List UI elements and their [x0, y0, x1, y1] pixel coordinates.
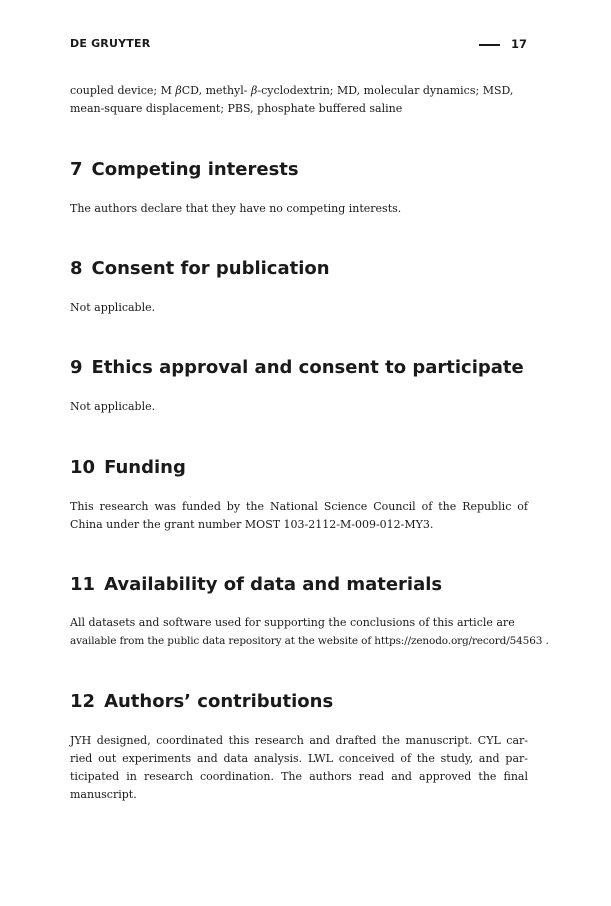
page-number: 17 [510, 37, 527, 51]
beta-symbol: β [251, 84, 258, 97]
section-number: 10 [70, 457, 96, 478]
section-body-consent-for-publication [70, 299, 528, 317]
paragraph-line: This research was funded by the National Science Council of the Republic of [70, 500, 528, 513]
running-head [70, 37, 528, 53]
abbreviations-line-1 [70, 82, 528, 100]
paragraph-line: The authors declare that they have no competing interests. [70, 202, 402, 215]
section-title: Authors’ contributions [104, 691, 334, 712]
section-body-competing-interests [70, 200, 528, 218]
abbreviations-continuation [70, 82, 528, 118]
publisher-name: DE GRUYTER [70, 37, 151, 50]
section-heading-funding [70, 457, 186, 479]
paragraph-line: Not applicable. [70, 400, 156, 413]
abbrev-text: -cyclodextrin; MD, molecular dynamics; MSD, [257, 84, 514, 97]
section-heading-competing-interests [70, 159, 299, 181]
section-title: Competing interests [91, 159, 299, 180]
paragraph-line: China under the grant number MOST 103-2112-M-009-012-MY3. [70, 518, 434, 531]
paragraph-line: All datasets and software used for supporting the conclusions of this article are [70, 616, 515, 629]
paragraph-line: manuscript. [70, 788, 137, 801]
section-number: 12 [70, 691, 96, 712]
section-heading-availability-of-data [70, 574, 442, 596]
section-number: 11 [70, 574, 96, 595]
paragraph-line: ried out experiments and data analysis. LWL conceived of the study, and par- [70, 752, 528, 765]
section-body-authors-contributions [70, 732, 528, 804]
running-head-rule [479, 44, 500, 46]
paragraph-line: JYH designed, coordinated this research and drafted the manuscript. CYL car- [70, 734, 528, 747]
abbrev-text: coupled device; M [70, 84, 172, 97]
abbrev-text: CD, methyl- [181, 84, 248, 97]
section-number: 9 [70, 357, 83, 378]
section-heading-ethics-approval [70, 357, 524, 379]
section-body-ethics-approval [70, 398, 528, 416]
paragraph-line: Not applicable. [70, 301, 156, 314]
section-title: Funding [104, 457, 186, 478]
section-heading-authors-contributions [70, 691, 333, 713]
section-title: Consent for publication [91, 258, 330, 279]
section-heading-consent-for-publication [70, 258, 330, 280]
section-title: Ethics approval and consent to participate [91, 357, 524, 378]
abbreviations-line-2: mean-square displacement; PBS, phosphate buffered saline [70, 102, 403, 115]
section-body-availability-of-data [70, 614, 549, 650]
beta-symbol: β [175, 84, 182, 97]
section-number: 8 [70, 258, 83, 279]
paragraph-line: available from the public data repository at the website of https://zenodo.org/record/54563 . [70, 635, 549, 647]
section-number: 7 [70, 159, 83, 180]
section-body-funding [70, 498, 528, 534]
paragraph-line: ticipated in research coordination. The authors read and approved the final [70, 770, 528, 783]
section-title: Availability of data and materials [104, 574, 443, 595]
